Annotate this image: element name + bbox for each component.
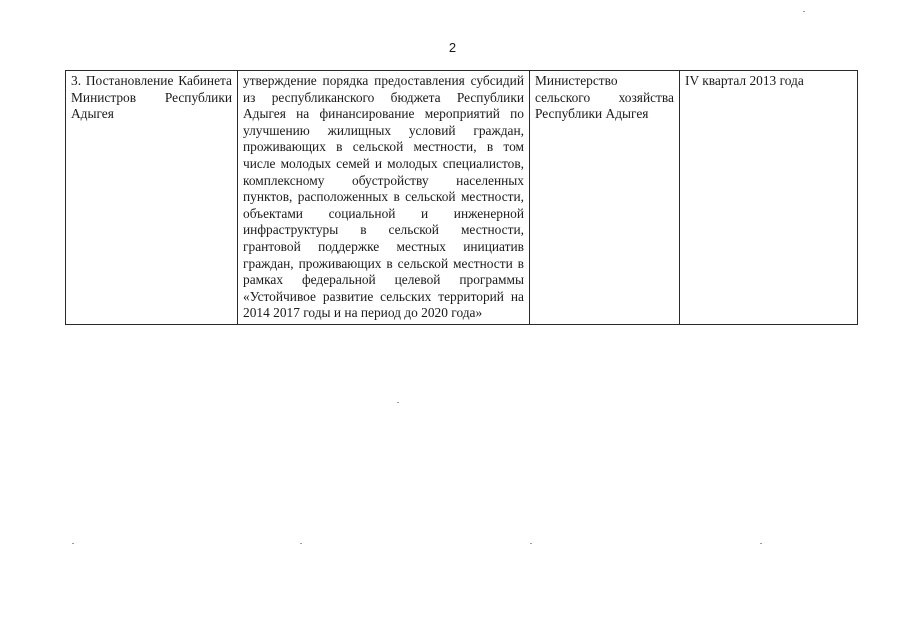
scan-speck (803, 11, 805, 12)
page-number: 2 (448, 40, 457, 55)
scan-speck (72, 543, 74, 544)
subject-cell: утверждение порядка предоставления субсидий из республиканского бюджета Республики Адыгея на финансирование мероприятий по улучшению жилищных условий граждан, проживающих в сельской местности, в том числе молодых семей и молодых специалистов, комплексному обустройству населенных пунктов, расположенных в сельской местности, объектами социальной и инженерной инфраструктуры в сельской местности, грантовой поддержке местных инициатив граждан, проживающих в сельской местности в рамках федеральной целевой программы «Устойчивое развитие сельских территорий на 2014 2017 годы и на период до 2020 года» (238, 71, 530, 325)
deadline-cell: IV квартал 2013 года (680, 71, 858, 325)
scan-speck (760, 543, 762, 544)
scan-speck (530, 543, 532, 544)
scan-speck (300, 543, 302, 544)
table-row (66, 71, 858, 325)
measures-table (65, 70, 858, 325)
responsible-cell: Министерство сельского хозяйства Республики Адыгея (530, 71, 680, 325)
document-cell: 3. Постановление Кабинета Министров Республики Адыгея (66, 71, 238, 325)
scan-speck (397, 402, 399, 403)
